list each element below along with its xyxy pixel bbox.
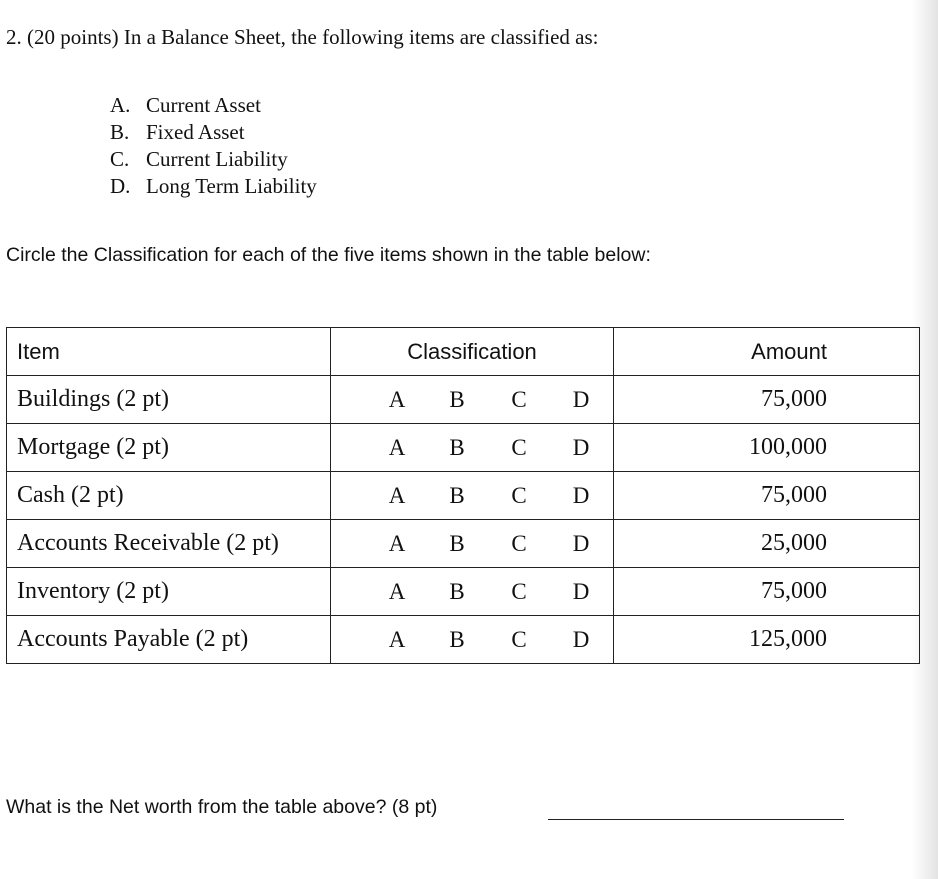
choice-a[interactable]: A (388, 482, 406, 508)
classification-choices (331, 616, 614, 664)
option-label: Fixed Asset (146, 120, 245, 144)
option-d (110, 173, 317, 200)
classification-choices (331, 472, 614, 520)
item-amount: 100,000 (614, 424, 920, 472)
choice-d[interactable]: D (572, 482, 590, 508)
question-heading: 2. (20 points) In a Balance Sheet, the following items are classified as: (6, 25, 599, 49)
classification-options (110, 92, 317, 200)
classification-choices (331, 424, 614, 472)
header-item: Item (7, 328, 331, 376)
choice-b[interactable]: B (449, 578, 465, 604)
answer-blank-line[interactable] (548, 819, 844, 820)
choice-c[interactable]: C (511, 578, 527, 604)
classification-choices (331, 376, 614, 424)
table-row (7, 376, 920, 424)
table-row (7, 520, 920, 568)
item-amount: 75,000 (614, 568, 920, 616)
item-name: Inventory (2 pt) (7, 568, 331, 616)
item-amount: 75,000 (614, 376, 920, 424)
option-letter: D. (110, 174, 131, 198)
option-label: Current Asset (146, 93, 261, 117)
choice-d[interactable]: D (572, 578, 590, 604)
table-header-row (7, 328, 920, 376)
choice-b[interactable]: B (449, 626, 465, 652)
classification-choices (331, 568, 614, 616)
option-letter: A. (110, 93, 131, 117)
header-classification: Classification (331, 328, 614, 376)
option-label: Long Term Liability (146, 174, 317, 198)
choice-d[interactable]: D (572, 626, 590, 652)
choice-b[interactable]: B (449, 482, 465, 508)
item-name: Buildings (2 pt) (7, 376, 331, 424)
choice-d[interactable]: D (572, 434, 590, 460)
option-a (110, 92, 317, 119)
item-amount: 125,000 (614, 616, 920, 664)
choice-a[interactable]: A (388, 626, 406, 652)
choice-b[interactable]: B (449, 434, 465, 460)
choice-d[interactable]: D (572, 530, 590, 556)
option-b (110, 119, 317, 146)
item-name: Cash (2 pt) (7, 472, 331, 520)
table-row (7, 424, 920, 472)
item-name: Accounts Receivable (2 pt) (7, 520, 331, 568)
choice-c[interactable]: C (511, 434, 527, 460)
item-amount: 75,000 (614, 472, 920, 520)
instruction-text: Circle the Classification for each of the five items shown in the table below: (6, 244, 651, 266)
table-row (7, 568, 920, 616)
item-name: Accounts Payable (2 pt) (7, 616, 331, 664)
choice-a[interactable]: A (388, 530, 406, 556)
choice-a[interactable]: A (388, 578, 406, 604)
choice-d[interactable]: D (572, 386, 590, 412)
choice-b[interactable]: B (449, 530, 465, 556)
item-amount: 25,000 (614, 520, 920, 568)
header-amount: Amount (614, 328, 920, 376)
net-worth-question: What is the Net worth from the table above? (8 pt) (6, 796, 438, 818)
table-row (7, 616, 920, 664)
choice-c[interactable]: C (511, 386, 527, 412)
choice-c[interactable]: C (511, 626, 527, 652)
option-c (110, 146, 317, 173)
choice-c[interactable]: C (511, 482, 527, 508)
classification-choices (331, 520, 614, 568)
choice-a[interactable]: A (388, 434, 406, 460)
option-letter: B. (110, 120, 130, 144)
option-letter: C. (110, 147, 130, 171)
choice-b[interactable]: B (449, 386, 465, 412)
choice-a[interactable]: A (388, 386, 406, 412)
item-name: Mortgage (2 pt) (7, 424, 331, 472)
table-row (7, 472, 920, 520)
classification-table (6, 327, 920, 664)
choice-c[interactable]: C (511, 530, 527, 556)
option-label: Current Liability (146, 147, 288, 171)
